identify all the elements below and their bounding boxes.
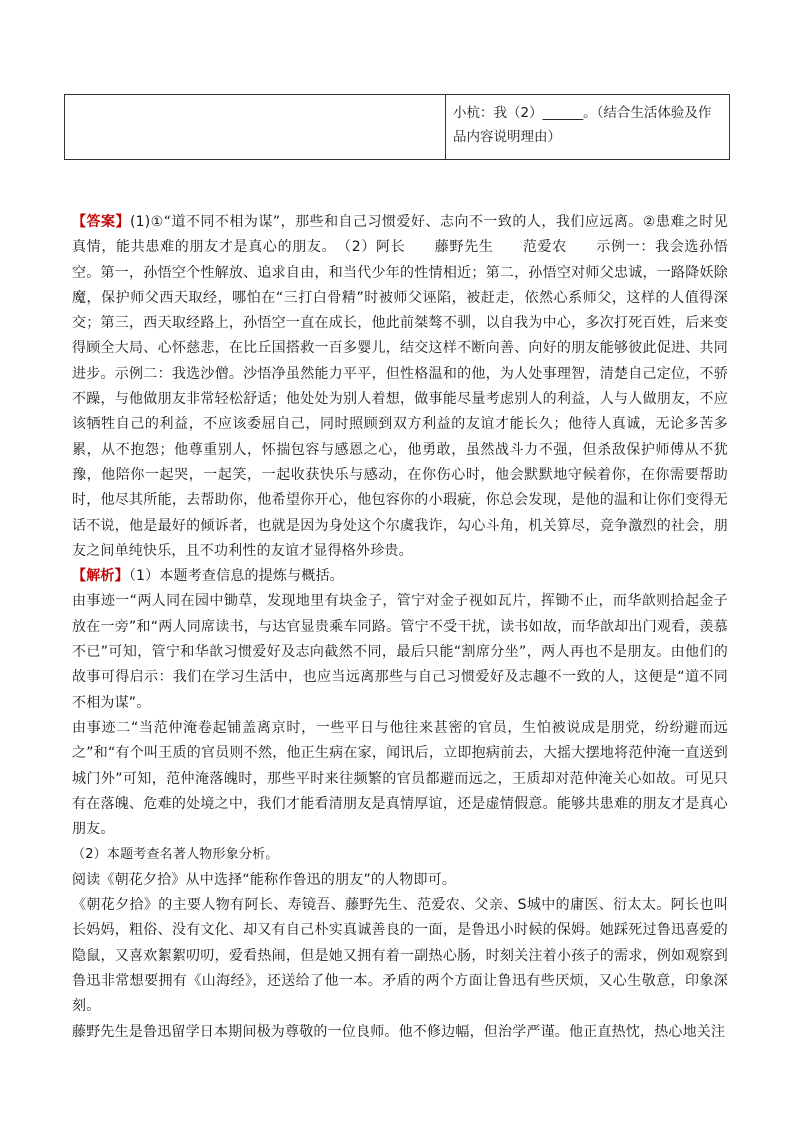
analysis-paragraph-3: 由事迹二“当范仲淹卷起铺盖离京时，一些平日与他往来甚密的官员，生怕被说成是朋党，纷纷避而远之”和“有个叫王质的官员则不然，他正生病在家，闻讯后，立即抱病前去，大摇大摆地将范仲淹一直送到城门外”可知，范仲淹落魄时，那些平时来往频繁的官员都避而远之，王质却对范仲淹关心如故。可见只有在落魄、危难的处境之中，我们才能看清朋友是真情厚谊，还是虚情假意。能够共患难的朋友才是真心朋友。 <box>72 719 728 838</box>
analysis-paragraph-7: 藤野先生是鲁迅留学日本期间极为尊敬的一位良师。他不修边幅，但治学严谨。他正直热忱，热心地关注 <box>72 1023 726 1040</box>
analysis-paragraph-1 <box>72 564 728 589</box>
analysis-paragraph-5: 阅读《朝花夕拾》从中选择“能称作鲁迅的朋友”的人物即可。 <box>72 871 457 888</box>
table-right-cell: 小杭：我（2）______。（结合生活体验及作品内容说明理由） <box>453 105 712 145</box>
analysis-paragraph-2: 由事迹一“两人同在园中锄草，发现地里有块金子，管宁对金子视如瓦片，挥锄不止，而华歆则拾起金子放在一旁”和“两人同席读书，与达官显贵乘车同路。管宁不受干扰，读书如故，而华歆却出门观看，羡慕不已”可知，管宁和华歆习惯爱好及志向截然不同，最后只能“割席分坐”，两人再也不是朋友。由他们的故事可得启示：我们在学习生活中，也应当远离那些与自己习惯爱好及志趣不一致的人，这便是“道不同不相为谋”。 <box>72 593 728 711</box>
analysis-paragraph-4: （2）本题考查名著人物形象分析。 <box>72 847 279 863</box>
answer-paragraph <box>72 210 728 564</box>
analysis-paragraph-6: 《朝花夕拾》的主要人物有阿长、寿镜吾、藤野先生、范爱农、父亲、S城中的庸医、衍太太。阿长也叫长妈妈，粗俗、没有文化、却又有自己朴实真诚善良的一面，是鲁迅小时候的保姆。她踩死过鲁迅喜爱的隐鼠，又喜欢絮絮叨叨，爱看热闹，但是她又拥有着一副热心肠，时刻关注着小孩子的需求，例如观察到鲁迅非常想要拥有《山海经》，还送给了他一本。矛盾的两个方面让鲁迅有些厌烦，又心生敬意，印象深刻。 <box>72 897 728 1015</box>
answer-text: (1)①“道不同不相为谋”，那些和自己习惯爱好、志向不一致的人，我们应远离。②患难之时见真情，能共患难的朋友才是真心的朋友。 （2）阿长 藤野先生 范爱农 示例一：我会选孙悟空。第一，孙悟空个性解放、追求自由，和当代少年的性情相近；第二，孙悟空对师父忠诚，一路降妖除魔，保护师父西天取经，哪怕在“三打白骨精”时被师父诬陷，被赶走，依然心系师父，这样的人值得深交；第三，西天取经路上，孙悟空一直在成长，他此前桀骜不驯，以自我为中心，多次打死百姓，后来变得顾全大局、心怀慈悲，在比丘国搭救一百多婴儿，结交这样不断向善、向好的朋友能够彼此促进、共同进步。示例二：我选沙僧。沙悟净虽然能力平平，但性格温和的他，为人处事理智，清楚自己定位，不骄不躁，与他做朋友非常轻松舒适；他处处为别人着想，做事能尽量考虑别人的利益，人与人做朋友，不应该牺牲自己的利益，不应该委屈自己，同时照顾到双方利益的友谊才能长久；他待人真诚，无论多苦多累，从不抱怨；他尊重别人，怀揣包容与感恩之心，他勇敢，虽然战斗力不强，但杀敌保护师傅从不犹豫，他陪你一起哭，一起笑，一起收获快乐与感动，在你伤心时，他会默默地守候着你，在你需要帮助时，他尽其所能，去帮助你，他希望你开心，他包容你的小瑕疵，你总会发现，是他的温和让你们变得无话不说，他是最好的倾诉者，也就是因为身处这个尔虞我诈，勾心斗角，机关算尽，竞争激烈的社会，朋友之间单纯快乐，且不功利性的友谊才显得格外珍贵。 <box>72 214 728 559</box>
table-divider <box>445 95 446 159</box>
question-table <box>64 94 730 160</box>
answer-tag: 【答案】 <box>72 214 130 230</box>
answer-content <box>72 210 728 1045</box>
analysis-tag: 【解析】 <box>72 568 129 585</box>
analysis-p1-head: （1）本题考查信息的提炼与概括。 <box>128 568 344 585</box>
